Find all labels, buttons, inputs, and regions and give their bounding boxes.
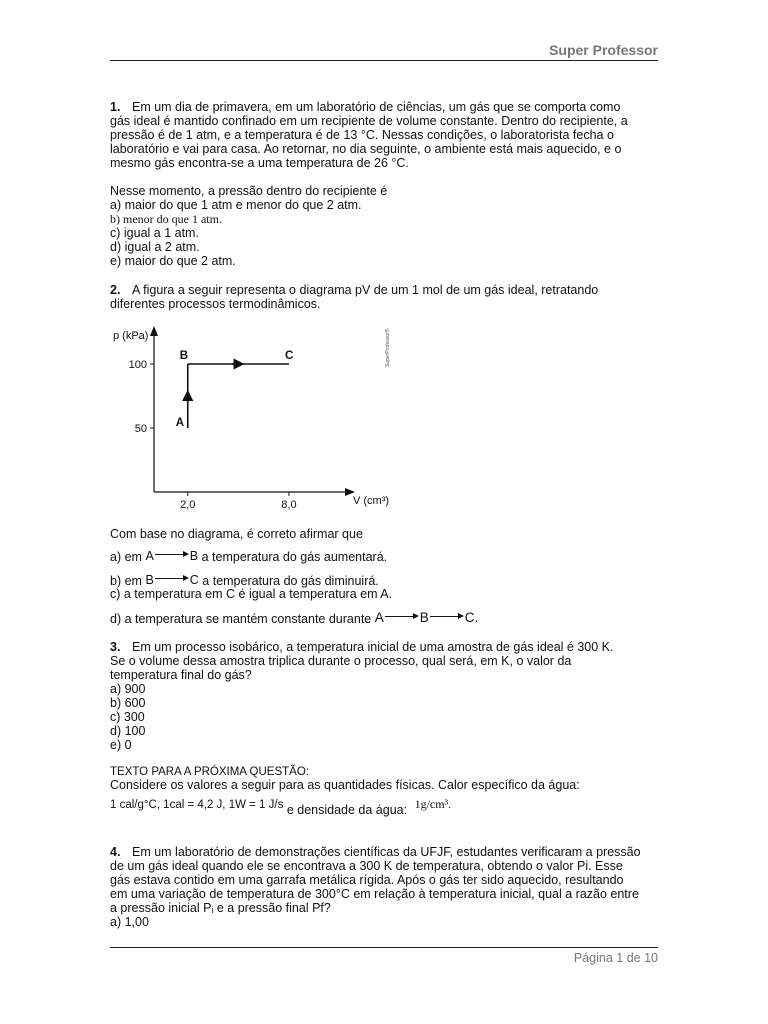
question-2: 2. A figura a seguir representa o diagrama pV de um 1 mol de um gás ideal, retratando diferentes processos termodinâmicos. [110, 283, 599, 311]
option-c: c) igual a 1 atm. [110, 226, 199, 240]
question-3: 3. Em um processo isobárico, a temperatura inicial de uma amostra de gás ideal é 300 K. Se o volume dessa amostra triplica durante o processo, qual será, em K, o valor da temperatura final do gás? a) 900 b) 600 c) 300 d) 100 e) 0 [110, 640, 614, 752]
pv-diagram [105, 322, 405, 517]
option-d: d) igual a 2 atm. [110, 240, 200, 254]
point-label-a: A [175, 417, 185, 429]
y-axis-arrowhead [150, 326, 158, 336]
question-number: 2. [110, 283, 121, 297]
arrow-icon [155, 550, 189, 560]
question-number: 3. [110, 640, 121, 654]
question-prompt: Nesse momento, a pressão dentro do recipiente é [110, 184, 388, 198]
context-text: Considere os valores a seguir para as quantidades físicas. Calor específico da água: [110, 778, 580, 792]
point-label-c: C [284, 350, 294, 362]
question-1-stem: 1. Em um dia de primavera, em um laboratório de ciências, um gás que se comporta como [110, 100, 621, 114]
x-tick-label: 8,0 [281, 499, 297, 511]
arrow-icon [385, 612, 419, 622]
arrow-icon [155, 574, 189, 584]
option-a: a) maior do que 1 atm e menor do que 2 atm. [110, 198, 362, 212]
watermark: SuperProfessor® [385, 328, 391, 367]
point-label-b: B [179, 350, 189, 362]
option-b: b) 600 [110, 696, 146, 710]
y-tick-label: 50 [134, 423, 147, 435]
option-a: a) 900 [110, 682, 146, 696]
arrow-icon [430, 612, 464, 622]
context-formula: 1 cal/g°C, 1cal = 4,2 J, 1W = 1 J/s e densidade da água: 1g/cm³. [110, 797, 452, 817]
option-e: e) maior do que 2 atm. [110, 254, 236, 268]
x-axis-label: V (cm³) [353, 495, 390, 507]
process-label: B C [145, 573, 199, 587]
x-tick-label: 2,0 [180, 499, 196, 511]
option-c: c) 300 [110, 710, 145, 724]
process-label: A B C. [374, 610, 479, 625]
option-b: b) em B C a temperatura do gás diminuirá. [110, 573, 379, 588]
option-c: c) a temperatura em C é igual a temperatura em A. [110, 587, 393, 601]
option-d: d) 100 [110, 724, 146, 738]
process-label: A B [145, 549, 199, 563]
y-axis-label: p (kPa) [113, 330, 149, 342]
question-4: 4. Em um laboratório de demonstrações científicas da UFJF, estudantes verificaram a pressão de um gás ideal quando ele se encontrava a 300 K de temperatura, obtendo o valor Pi. Esse gás estava contido em uma garrafa metálica rígida. Após o gás ter sido aquecido, resultando em uma variação de temperatura de 300°C em relação à temperatura inicial, qual a razão entre a pressão inicial Pᵢ e a pressão final Pf? a) 1,00 [110, 845, 641, 929]
option-b: b) menor do que 1 atm. [110, 212, 222, 226]
option-e: e) 0 [110, 738, 132, 752]
page-number: Página 1 de 10 [573, 951, 658, 965]
footer-rule [110, 947, 658, 948]
question-prompt: Com base no diagrama, é correto afirmar que [110, 527, 363, 541]
question-number: 1. [110, 100, 121, 114]
header-rule [110, 60, 658, 61]
question-number: 4. [110, 845, 121, 859]
option-d: d) a temperatura se mantém constante durante A B C. [110, 610, 479, 626]
question-1: 1. Em um dia de primavera, em um laboratório de ciências, um gás que se comporta como gás ideal é mantido confinado em um recipiente de volume constante. Dentro do recipiente, a pressão é de 1 atm, e a temperatura é de 13 °C. Nessas condições, o laboratorista fecha o laboratório e vai para casa. Ao retornar, no dia seguinte, o ambiente está mais aquecido, e o mesmo gás encontra-se a uma temperatura de 26 °C. Nesse momento, a pressão dentro do recipiente é a) maior do que 1 atm e menor do que 2 atm. b) menor do que 1 atm. c) igual a 1 atm. d) igual a 2 atm. e) maior do que 2 atm. [110, 100, 628, 268]
option-a: a) em A B a temperatura do gás aumentará. [110, 549, 388, 564]
header-brand: Super Professor [549, 42, 658, 58]
context-title: TEXTO PARA A PRÓXIMA QUESTÃO: [110, 766, 309, 778]
option-a: a) 1,00 [110, 915, 149, 929]
y-tick-label: 100 [128, 359, 147, 371]
